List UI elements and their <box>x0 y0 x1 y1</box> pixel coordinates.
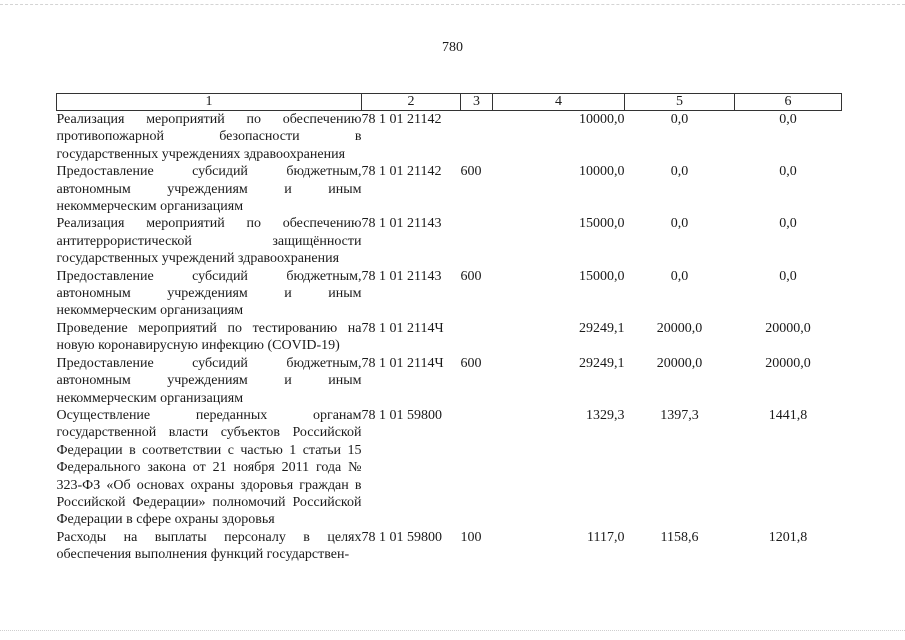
row-expense-type <box>461 111 493 164</box>
row-amount-2: 0,0 <box>670 216 689 232</box>
row-target-code: 78 1 01 21142 <box>361 112 442 127</box>
header-col-6: 6 <box>735 94 842 111</box>
table-row <box>57 163 842 215</box>
row-target-code: 78 1 01 2114Ч <box>361 320 444 336</box>
header-col-2: 2 <box>362 94 461 111</box>
row-amount-1: 10000,0 <box>579 112 625 127</box>
budget-table <box>56 93 842 564</box>
table-row <box>57 111 842 164</box>
row-amount-3: 20000,0 <box>765 355 811 371</box>
table-row <box>57 320 842 355</box>
header-col-1: 1 <box>57 94 362 111</box>
row-target-code: 78 1 01 2114Ч <box>361 355 444 371</box>
scan-edge-top <box>0 4 905 5</box>
row-target-code: 78 1 01 21142 <box>361 164 442 180</box>
row-target-code: 78 1 01 59800 <box>361 407 442 423</box>
row-amount-1: 10000,0 <box>579 164 625 180</box>
row-amount-2: 0,0 <box>670 268 689 284</box>
row-name: Предоставление субсидий бюджетным, автономным учреждениям и иным некоммерческим организациям <box>56 355 362 406</box>
row-amount-3: 20000,0 <box>765 320 811 336</box>
row-amount-2: 1397,3 <box>660 407 699 423</box>
header-col-5: 5 <box>625 94 735 111</box>
row-amount-1: 15000,0 <box>579 216 625 232</box>
row-amount-3: 1441,8 <box>768 407 808 423</box>
row-amount-1: 29249,1 <box>579 320 625 336</box>
row-expense-type: 600 <box>460 268 482 284</box>
row-name: Предоставление субсидий бюджетным, автономным учреждениям и иным некоммерческим организациям <box>56 164 362 215</box>
table-row <box>57 215 842 267</box>
row-name: Расходы на выплаты персоналу в целях обеспечения выполнения функций государствен- <box>56 529 362 563</box>
header-col-3: 3 <box>461 94 493 111</box>
header-col-4: 4 <box>493 94 625 111</box>
row-expense-type: 100 <box>460 529 482 545</box>
row-amount-1: 15000,0 <box>579 268 625 284</box>
row-amount-3: 0,0 <box>779 112 797 127</box>
row-amount-1: 1329,3 <box>586 407 625 423</box>
row-expense-type <box>461 215 493 267</box>
table-row <box>57 529 842 564</box>
table-row <box>57 355 842 407</box>
row-amount-2: 0,0 <box>670 164 689 180</box>
row-amount-2: 0,0 <box>670 112 689 127</box>
row-amount-3: 0,0 <box>779 268 797 284</box>
row-name: Предоставление субсидий бюджетным, автономным учреждениям и иным некоммерческим организациям <box>56 268 362 319</box>
row-target-code: 78 1 01 59800 <box>361 529 442 545</box>
header-row <box>57 94 842 111</box>
row-amount-2: 1158,6 <box>660 529 699 545</box>
table-row <box>57 268 842 320</box>
scan-edge-bottom <box>0 630 905 631</box>
row-amount-2: 20000,0 <box>656 320 703 336</box>
row-amount-3: 1201,8 <box>768 529 808 545</box>
row-expense-type <box>461 320 493 355</box>
table-header <box>57 94 842 111</box>
row-name: Реализация мероприятий по обеспечению антитеррористической защищённости государственных учреждений здравоохранения <box>56 216 362 267</box>
row-expense-type: 600 <box>460 164 482 180</box>
row-target-code: 78 1 01 21143 <box>361 268 442 284</box>
table-body <box>57 111 842 564</box>
page-number: 780 <box>442 40 463 55</box>
row-amount-3: 0,0 <box>779 216 797 232</box>
row-expense-type: 600 <box>460 355 482 371</box>
row-expense-type <box>461 407 493 529</box>
row-target-code: 78 1 01 21143 <box>361 216 442 232</box>
row-amount-1: 29249,1 <box>579 355 625 371</box>
row-amount-3: 0,0 <box>779 164 797 180</box>
row-name: Осуществление переданных органам государственной власти субъектов Российской Федерации в соответствии с частью 1 статьи 15 Федерального закона от 21 ноября 2011 года № 323-ФЗ «Об основах охраны здоровья граждан в Российской Федерации» полномочий Российской Федерации в сфере охраны здоровья <box>56 407 362 528</box>
row-name: Реализация мероприятий по обеспечению противопожарной безопасности в государственных учреждениях здравоохранения <box>56 112 362 162</box>
row-amount-1: 1117,0 <box>587 529 625 545</box>
row-amount-2: 20000,0 <box>656 355 703 371</box>
table-row <box>57 407 842 529</box>
row-name: Проведение мероприятий по тестированию на новую коронавирусную инфекцию (COVID-19) <box>56 320 362 354</box>
